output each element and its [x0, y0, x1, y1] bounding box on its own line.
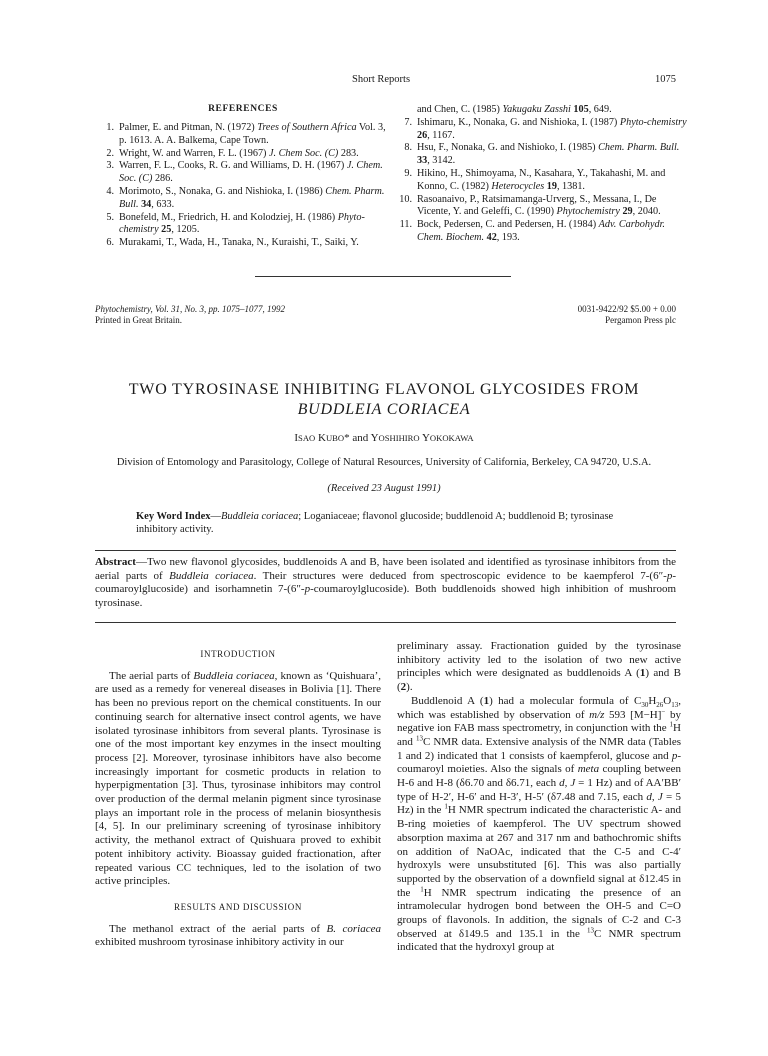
- reference-item: 4. Morimoto, S., Nonaka, G. and Nishioka, I. (1986) Chem. Pharm. Bull. 34, 633.: [106, 185, 385, 210]
- reference-item: 1. Palmer, E. and Pitman, N. (1972) Trees of Southern Africa Vol. 3, p. 1613. A. A. Balkema, Cape Town.: [106, 122, 386, 146]
- reference-continuation: and Chen, C. (1985) Yakugaku Zasshi 105, 649.: [417, 104, 612, 115]
- reference-item: 6. Murakami, T., Wada, H., Tanaka, N., Kuraishi, T., Saiki, Y.: [106, 237, 359, 249]
- results-paragraph: The methanol extract of the aerial parts of B. coriacea exhibited mushroom tyrosinase inhibitory activity in our: [95, 922, 382, 949]
- reference-item: 9. Hikino, H., Shimoyama, N., Kasahara, Y., Takahashi, M. and Konno, C. (1982) Heterocycles 19, 1381.: [404, 167, 666, 192]
- journal-price: 0031-9422/92 $5.00 + 0.00 Pergamon Press plc: [577, 304, 676, 325]
- introduction-paragraph: The aerial parts of Buddleia coriacea, known as ‘Quishuara’, are used as a remedy for venereal diseases in Bolivia [1]. There has been no previous report on the chemical constituents. In our continuing search for alternative insect control agents, we have isolated tyrosinase inhibitors from several plants. Tyrosinase is one of the most important key enzymes in the insect moulting process [2]. Moreover, tyrosinase inhibitors have also become increasingly important for cosmetic products in relation to hyperpigmentation [3]. Thus, tyrosinase inhibitors may control over production of the dermal melanin pigment since tyrosinase plays an important role in the process of melanin biosynthesis [4, 5]. In our preliminary screening of tyrosinase inhibitory activity, the methanol extract of Quishuara proved to exhibit potent inhibitory activity. Bioassay guided fractionation, after repeated various CC techniques, led to the isolation of two active principles.: [95, 669, 381, 888]
- reference-item: 7. Ishimaru, K., Nonaka, G. and Nishioka, I. (1987) Phyto-chemistry 26, 1167.: [404, 116, 687, 141]
- references-divider: [255, 276, 511, 277]
- running-header-section: Short Reports: [352, 74, 411, 85]
- abstract-bottom-rule: [95, 622, 676, 623]
- received-date: (Received 23 August 1991): [327, 483, 441, 494]
- introduction-heading: INTRODUCTION: [200, 649, 276, 659]
- reference-item: 2. Wright, W. and Warren, F. L. (1967) J. Chem Soc. (C) 283.: [106, 147, 359, 159]
- abstract: Abstract—Two new flavonol glycosides, buddlenoids A and B, have been isolated and identified as tyrosinase inhibitors from the aerial parts of Buddleia coriacea. Their structures were deduced from spectroscopic evidence to be kaempferol 7-(6″-p-coumaroylglucoside) and isorhamnetin 7-(6″-p-coumaroylglucoside). Both buddlenoids showed high inhibition of mushroom tyrosinase.: [95, 556, 677, 609]
- keywords: Key Word Index—Buddleia coriacea; Loganiaceae; flavonol glucoside; buddlenoid A; buddlenoid B; tyrosinase inhibitory activity.: [136, 511, 614, 535]
- references-right-column: [398, 104, 690, 245]
- results-heading: RESULTS AND DISCUSSION: [174, 901, 302, 912]
- body-paragraph: preliminary assay. Fractionation guided by the tyrosinase inhibitory activity led to the isolation of two new active principles which were designated as buddlenoids A (1) and B (2).: [397, 640, 681, 694]
- affiliation: Division of Entomology and Parasitology, College of Natural Resources, University of California, Berkeley, CA 94720, U.S.A.: [116, 457, 652, 468]
- reference-item: 5. Bonefeld, M., Friedrich, H. and Kolodziej, H. (1986) Phyto-chemistry 25, 1205.: [106, 211, 365, 236]
- references-left-column: [100, 122, 386, 250]
- body-paragraph: Buddlenoid A (1) had a molecular formula of $C_{30}H_{26}O_{13}$, which was established by observation of m/z 593 [M−H]− by negative ion FAB mass spectrometry, in conjunction with the $^1$H and $^{13}$C NMR data. Extensive analysis of the NMR data (Tables 1 and 2) indicated that 1 consists of kaempferol, glucose and p-coumaroyl moieties. Also the signals of meta coupling between H-6 and H-8 (δ6.70 and δ6.71, each d, J = 1 Hz) and of AA′BB′ type of H-2′, H-6′ and H-3′, H-5′ (δ7.48 and 7.15, each d, J = 5 Hz) in the $^1$H NMR spectrum indicated the characteristic A- and B-ring moieties of kaempferol. The UV spectrum showed absorption maxima at 267 and 317 nm and bathochromic shifts on addition of NaOAc, indicated that the C-5 and C-4′ hydroxyls were unsubstituted [6]. This was also partially supported by the observation of a downfield signal at δ12.45 in the $^1$H NMR spectrum indicating the presence of an intramolecular hydrogen bond between the OH-5 and C=O groups of flavonols. In addition, the signals of C-2 and C-3 observed at δ149.5 and 135.1 in the $^{13}$C NMR spectrum indicated that the hydroxyl group at: [397, 694, 682, 954]
- body-left-column: [95, 648, 381, 950]
- authors: ISAO KUBO* and YOSHIHIRO YOKOKAWA: [294, 432, 474, 444]
- journal-citation: Phytochemistry, Vol. 31, No. 3, pp. 1075–1077, 1992 Printed in Great Britain.: [95, 304, 285, 325]
- reference-item: 8. Hsu, F., Nonaka, G. and Nishioko, I. (1985) Chem. Pharm. Bull. 33, 3142.: [404, 142, 680, 167]
- body-right-column: [397, 640, 681, 955]
- reference-item: 11. Bock, Pedersen, C. and Pedersen, H. (1984) Adv. Carbohydr. Chem. Biochem. 42, 193.: [399, 219, 665, 243]
- reference-item: 3. Warren, F. L., Cooks, R. G. and Williams, D. H. (1967) J. Chem. Soc. (C) 286.: [106, 160, 383, 185]
- references-heading: REFERENCES: [208, 104, 278, 114]
- reference-item: 10. Rasoanaivo, P., Ratsimamanga-Urverg, S., Messana, I., De Vicente, Y. and Geleffi, C. (1990) Phytochemistry 29, 2040.: [399, 193, 661, 218]
- abstract-top-rule: [95, 550, 676, 551]
- page-number: 1075: [655, 74, 676, 85]
- article-title: TWO TYROSINASE INHIBITING FLAVONOL GLYCOSIDES FROM BUDDLEIA CORIACEA: [128, 381, 640, 418]
